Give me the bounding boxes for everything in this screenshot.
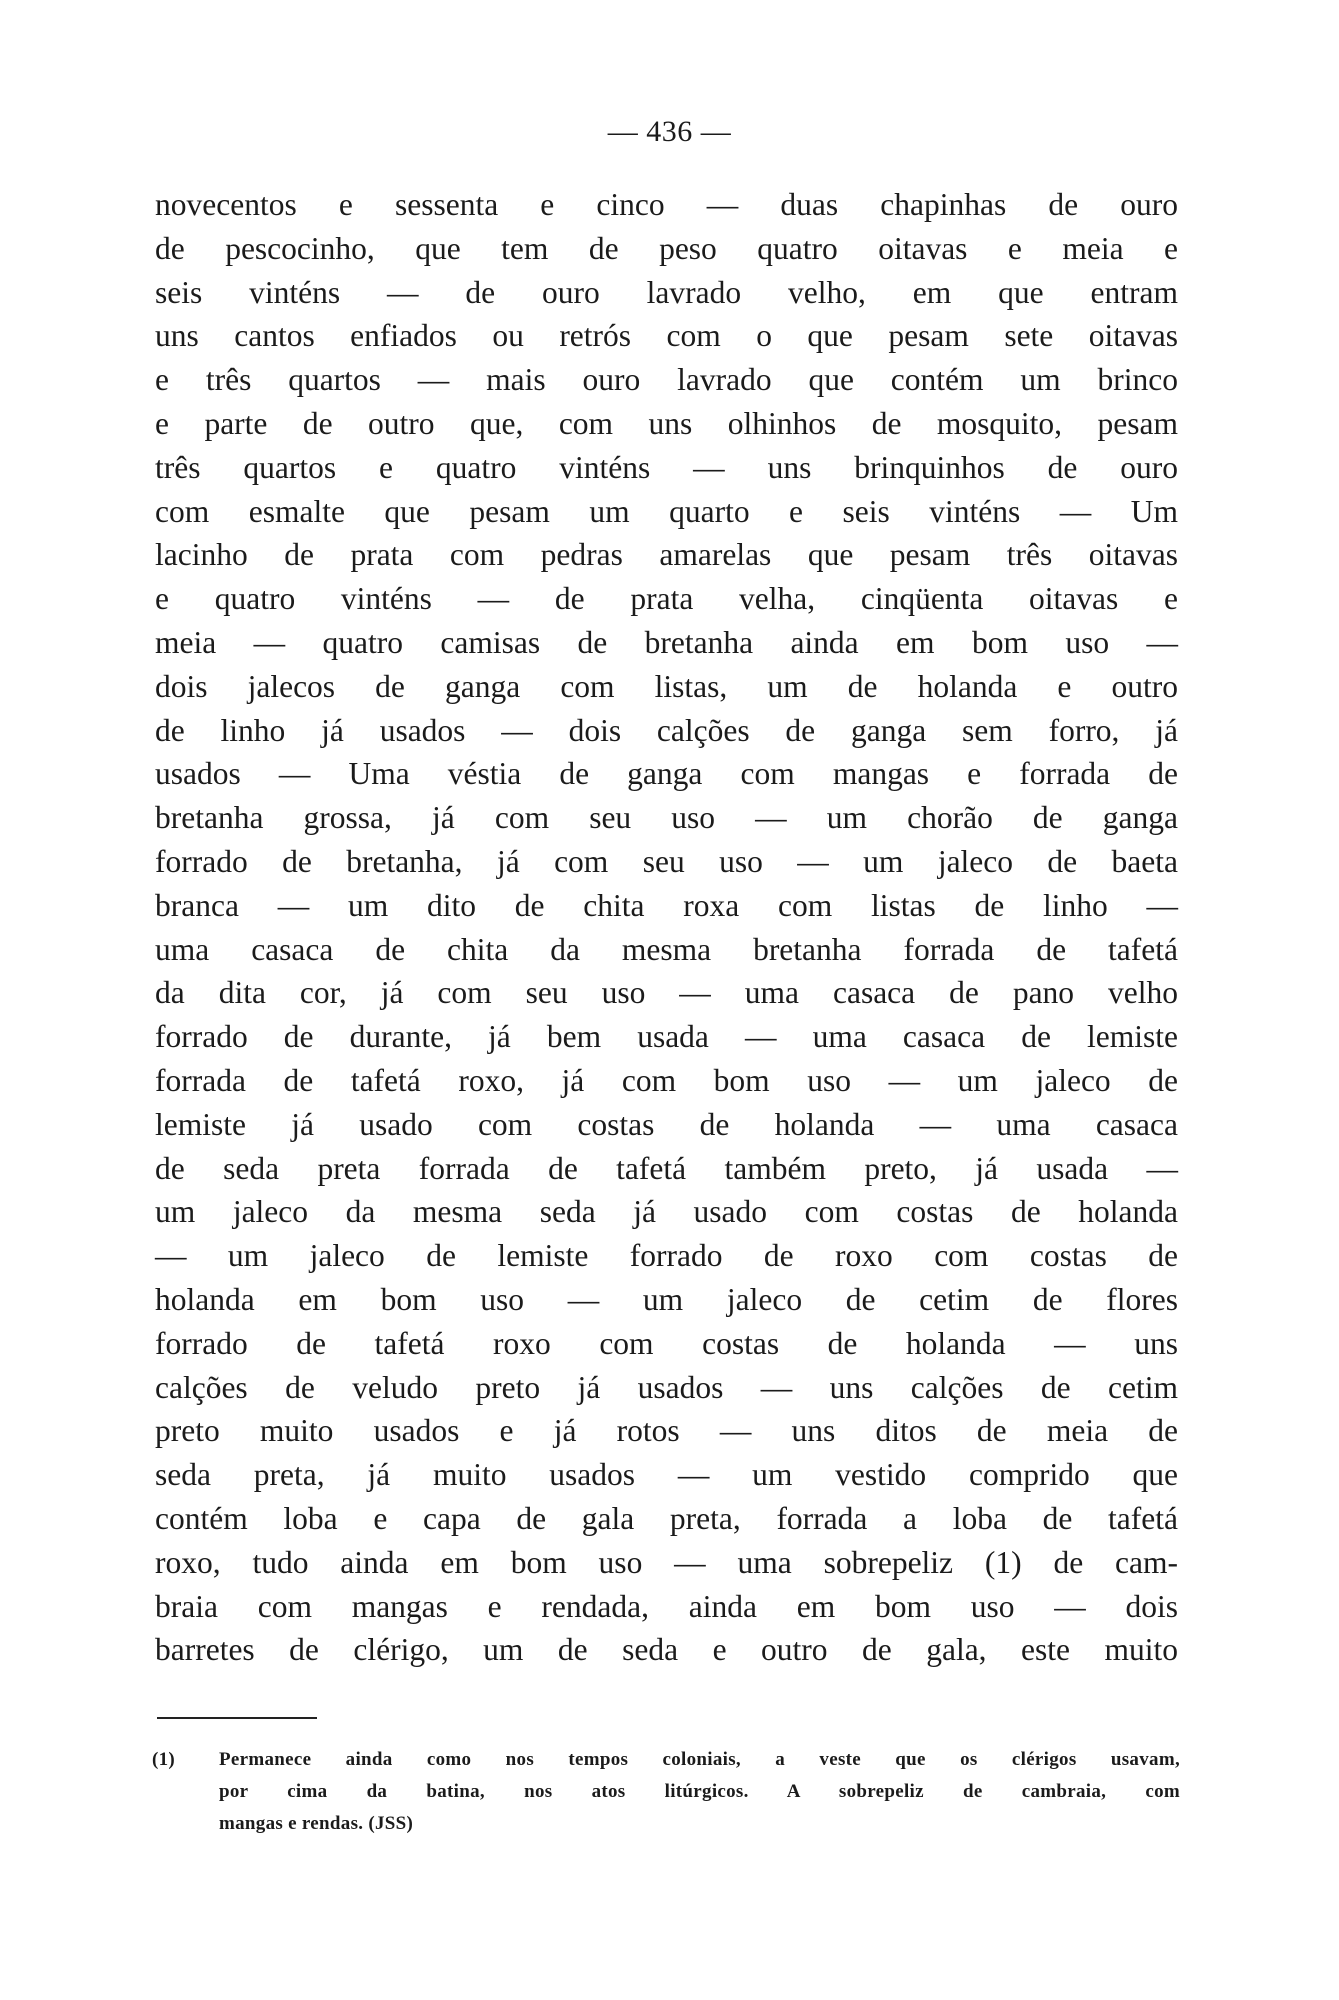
text-line: seda preta, já muito usados — um vestido comprido que: [155, 1457, 1178, 1493]
footnote-divider: [157, 1717, 317, 1719]
text-line: seis vinténs — de ouro lavrado velho, em que entram: [155, 274, 1178, 310]
text-line: forrada de tafetá roxo, já com bom uso — um jaleco de: [155, 1062, 1178, 1098]
footnote: [152, 1744, 1180, 1840]
text-line: de linho já usados — dois calções de ganga sem forro, já: [155, 712, 1178, 748]
text-line: — um jaleco de lemiste forrado de roxo com costas de: [155, 1238, 1178, 1274]
text-line: de pescocinho, que tem de peso quatro oitavas e meia e: [155, 230, 1178, 266]
footnote-text: por cima da batina, nos atos litúrgicos. A sobrepeliz de cambraia, com: [219, 1781, 1180, 1802]
text-line: forrado de tafetá roxo com costas de holanda — uns: [155, 1325, 1178, 1361]
text-line: lacinho de prata com pedras amarelas que pesam três oitavas: [155, 537, 1178, 573]
text-line: novecentos e sessenta e cinco — duas chapinhas de ouro: [155, 187, 1178, 222]
text-line: três quartos e quatro vinténs — uns brinquinhos de ouro: [155, 449, 1178, 485]
page-number: — 436 —: [607, 115, 732, 148]
footnote-line: [152, 1744, 1180, 1776]
text-line: holanda em bom uso — um jaleco de cetim de flores: [155, 1281, 1178, 1317]
text-line: com esmalte que pesam um quarto e seis vinténs — Um: [155, 493, 1178, 529]
text-line: braia com mangas e rendada, ainda em bom uso — dois: [155, 1588, 1178, 1624]
text-line: forrado de durante, já bem usada — uma casaca de lemiste: [155, 1019, 1178, 1055]
text-line: lemiste já usado com costas de holanda — uma casaca: [155, 1106, 1178, 1142]
text-line: meia — quatro camisas de bretanha ainda em bom uso —: [155, 624, 1178, 660]
text-line: barretes de clérigo, um de seda e outro de gala, este muito: [155, 1632, 1178, 1668]
body-text: [155, 183, 1178, 1672]
text-line: branca — um dito de chita roxa com listas de linho —: [155, 887, 1178, 923]
text-line: dois jalecos de ganga com listas, um de holanda e outro: [155, 668, 1178, 704]
text-line: e quatro vinténs — de prata velha, cinqüenta oitavas e: [155, 581, 1178, 617]
text-line: contém loba e capa de gala preta, forrada a loba de tafetá: [155, 1500, 1178, 1536]
footnote-marker: (1): [152, 1749, 176, 1770]
text-line: uns cantos enfiados ou retrós com o que pesam sete oitavas: [155, 318, 1178, 354]
text-line: bretanha grossa, já com seu uso — um chorão de ganga: [155, 800, 1178, 836]
footnote-text: mangas e rendas. (JSS): [219, 1813, 414, 1834]
text-line: forrado de bretanha, já com seu uso — um jaleco de baeta: [155, 843, 1178, 879]
text-line: de seda preta forrada de tafetá também preto, já usada —: [155, 1150, 1178, 1186]
text-line: preto muito usados e já rotos — uns ditos de meia de: [155, 1413, 1178, 1449]
text-line: calções de veludo preto já usados — uns calções de cetim: [155, 1369, 1178, 1405]
text-line: um jaleco da mesma seda já usado com costas de holanda: [155, 1194, 1178, 1230]
text-line: roxo, tudo ainda em bom uso — uma sobrepeliz (1) de cam-: [155, 1544, 1178, 1580]
text-line: e parte de outro que, com uns olhinhos de mosquito, pesam: [155, 405, 1178, 441]
footnote-text: Permanece ainda como nos tempos coloniais, a veste que os clérigos usavam,: [219, 1749, 1180, 1770]
text-line: uma casaca de chita da mesma bretanha forrada de tafetá: [155, 931, 1178, 967]
text-line: e três quartos — mais ouro lavrado que contém um brinco: [155, 362, 1178, 398]
text-line: usados — Uma véstia de ganga com mangas e forrada de: [155, 756, 1178, 792]
text-line: da dita cor, já com seu uso — uma casaca de pano velho: [155, 975, 1178, 1011]
